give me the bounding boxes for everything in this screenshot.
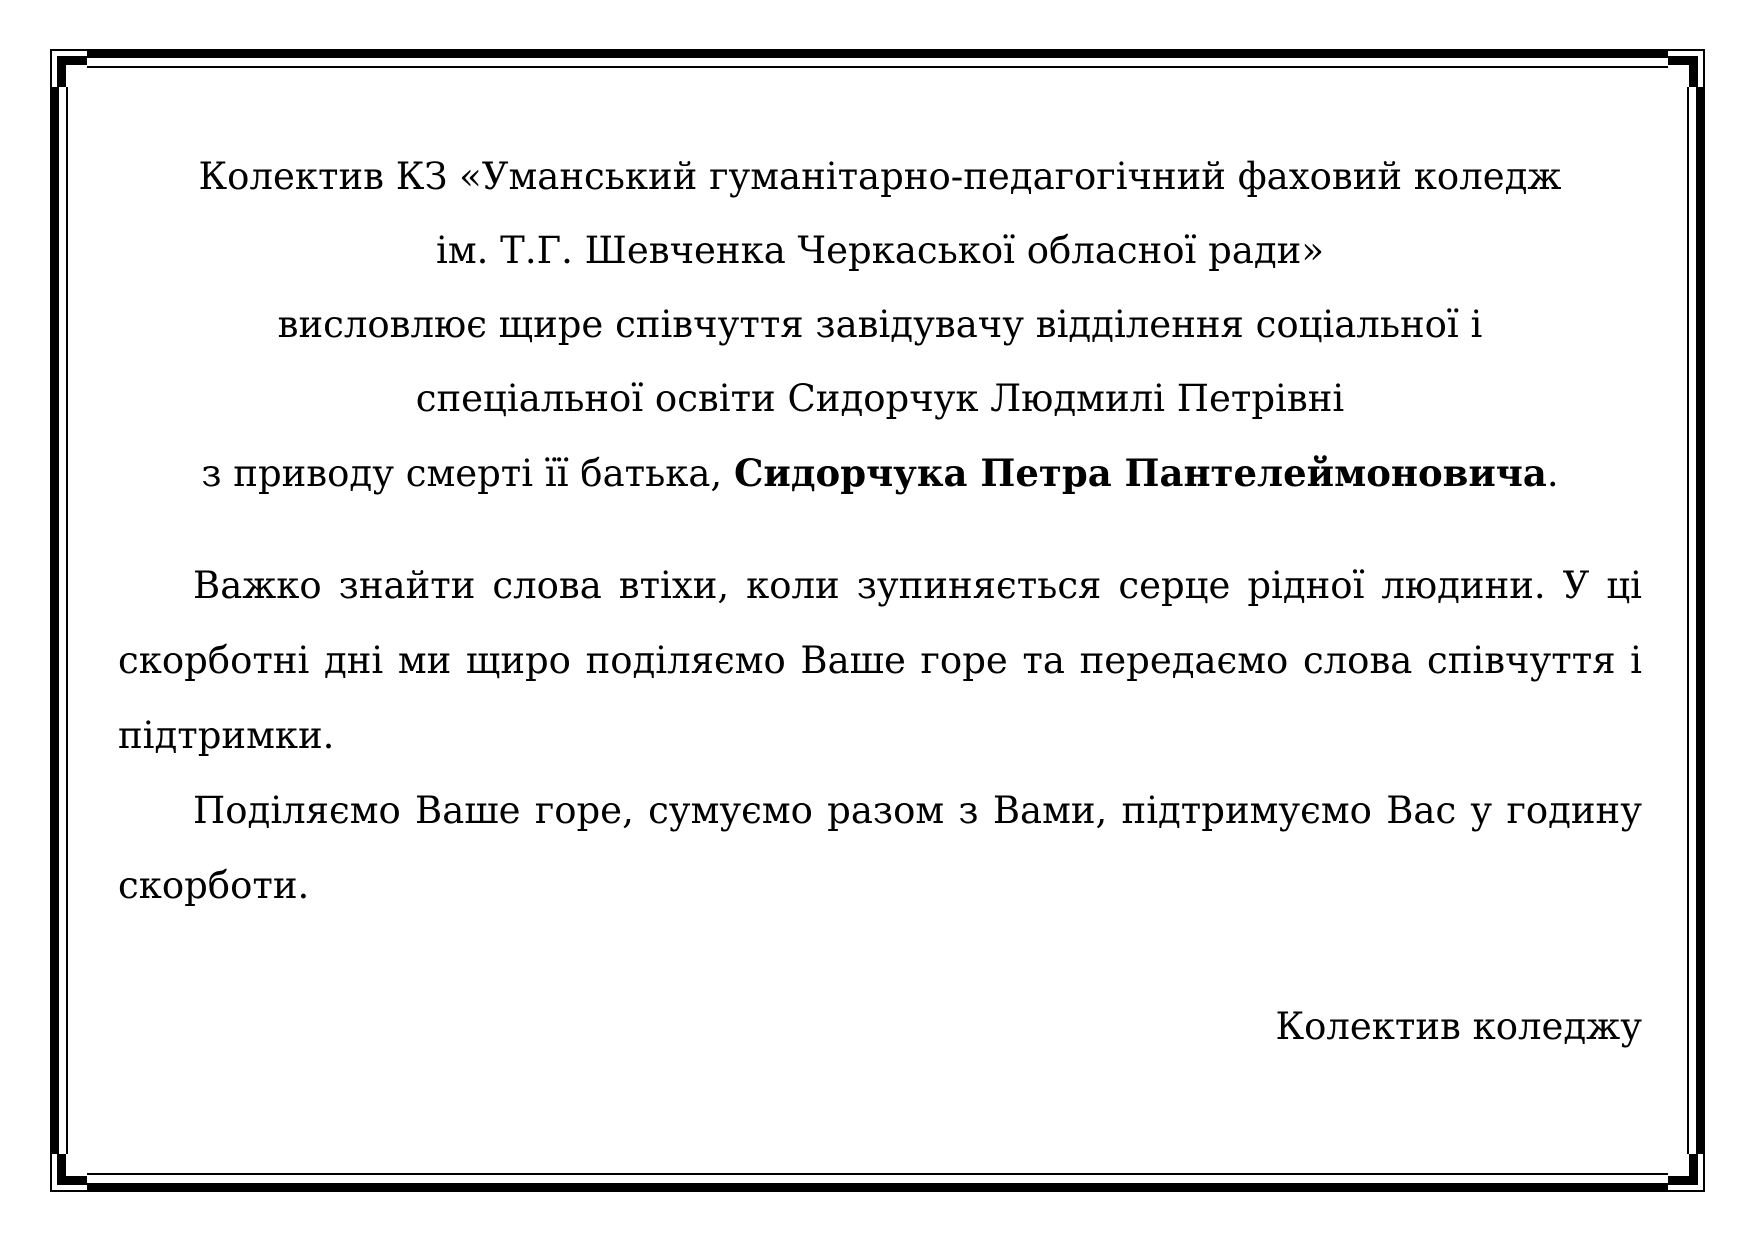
heading-line-4: спеціальної освіти Сидорчук Людмилі Петрівні <box>415 377 1345 420</box>
deceased-name: Сидорчука Петра Пантелеймоновича <box>733 451 1547 495</box>
heading-line-2: ім. Т.Г. Шевченка Черкаської обласної ради» <box>436 229 1324 272</box>
heading-line-5-suffix: . <box>1546 452 1559 495</box>
heading-line-1: Колектив КЗ «Уманський гуманітарно-педагогічний фаховий коледж <box>198 155 1562 198</box>
body-paragraph-1: Важко знайти слова втіхи, коли зупиняється серце рідної людини. У ці скорботні дні ми щиро поділяємо Ваше горе та передаємо слова співчуття і підтримки. <box>118 564 1642 757</box>
signature: Колектив коледжу <box>1275 1005 1642 1048</box>
heading-line-5-prefix: з приводу смерті її батька, <box>201 452 734 495</box>
message-body <box>118 548 1642 923</box>
heading-line-3: висловлює щире співчуття завідувачу відділення соціальної і <box>277 303 1483 346</box>
heading-line-5 <box>118 436 1642 511</box>
body-paragraph-2: Поділяємо Ваше горе, сумуємо разом з Вами, підтримуємо Вас у годину скорботи. <box>118 789 1642 907</box>
condolence-text <box>118 140 1642 923</box>
